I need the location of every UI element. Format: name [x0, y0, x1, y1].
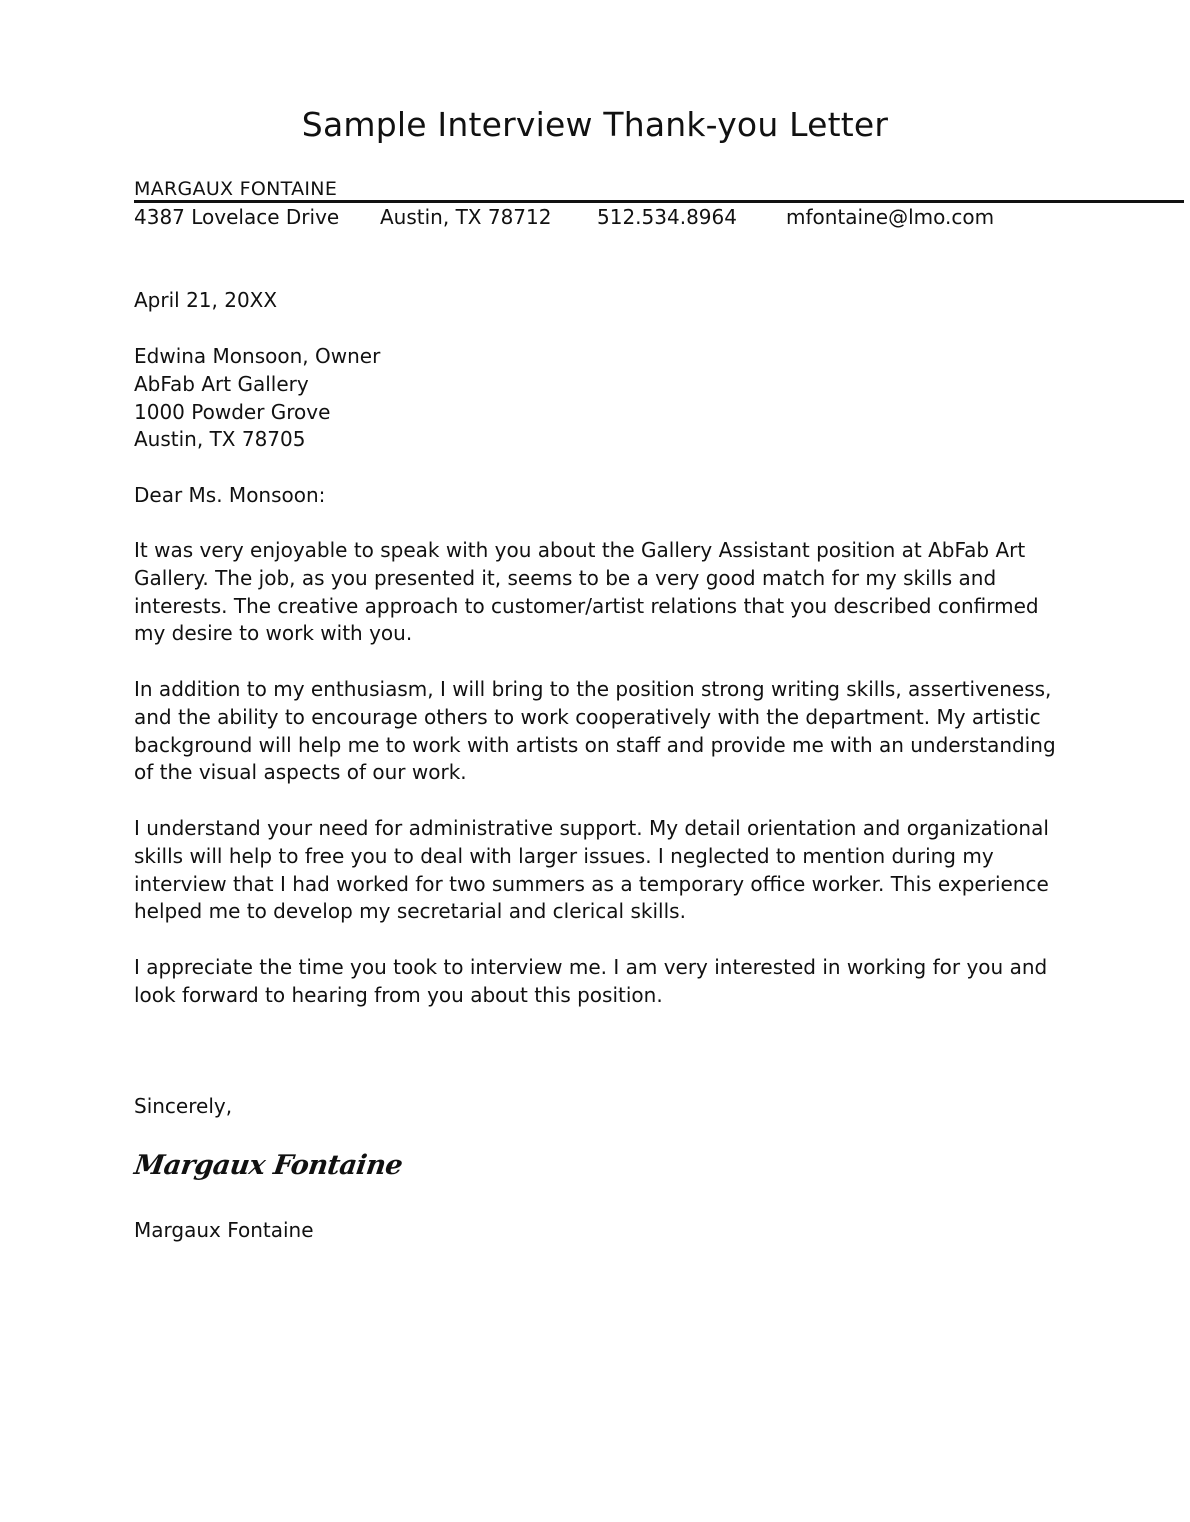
- printed-name: Margaux Fontaine: [134, 1218, 314, 1242]
- signature: Margaux Fontaine: [132, 1150, 405, 1181]
- sender-city: Austin, TX 78712: [380, 205, 552, 229]
- paragraph-line: and the ability to encourage others to work cooperatively with the department. My artistic: [134, 704, 1041, 729]
- recipient-name: Edwina Monsoon, Owner: [134, 344, 381, 368]
- closing: Sincerely,: [134, 1094, 233, 1118]
- paragraph-line: skills will help to free you to deal with larger issues. I neglected to mention during my: [134, 843, 994, 868]
- sender-phone: 512.534.8964: [597, 205, 737, 229]
- paragraph-line: interview that I had worked for two summers as a temporary office worker. This experience: [134, 871, 1049, 896]
- sender-name: MARGAUX FONTAINE: [134, 178, 338, 200]
- recipient-city: Austin, TX 78705: [134, 427, 306, 452]
- paragraph-line: of the visual aspects of our work.: [134, 760, 467, 785]
- page-title: Sample Interview Thank-you Letter: [301, 105, 889, 144]
- paragraph-1: [134, 537, 1039, 648]
- sender-email: mfontaine@lmo.com: [786, 205, 995, 229]
- paragraph-3: [134, 815, 1049, 926]
- paragraph-line: my desire to work with you.: [134, 621, 413, 646]
- salutation: Dear Ms. Monsoon:: [134, 483, 326, 507]
- paragraph-4: [134, 954, 1047, 1010]
- paragraph-2: [134, 676, 1056, 787]
- paragraph-line: background will help me to work with artists on staff and provide me with an understanding: [134, 732, 1056, 757]
- paragraph-line: In addition to my enthusiasm, I will bring to the position strong writing skills, assertiveness,: [134, 677, 1052, 701]
- recipient-street: 1000 Powder Grove: [134, 399, 331, 424]
- paragraph-line: It was very enjoyable to speak with you about the Gallery Assistant position at AbFab Art: [134, 538, 1026, 562]
- recipient-company: AbFab Art Gallery: [134, 371, 309, 396]
- paragraph-line: helped me to develop my secretarial and clerical skills.: [134, 899, 686, 924]
- paragraph-line: look forward to hearing from you about this position.: [134, 982, 663, 1007]
- recipient-address: [134, 343, 380, 454]
- paragraph-line: I appreciate the time you took to interview me. I am very interested in working for you and: [134, 955, 1048, 979]
- letter-date: April 21, 20XX: [134, 288, 278, 312]
- paragraph-line: Gallery. The job, as you presented it, seems to be a very good match for my skills and: [134, 565, 997, 590]
- paragraph-line: interests. The creative approach to customer/artist relations that you described confirmed: [134, 593, 1039, 618]
- sender-street: 4387 Lovelace Drive: [134, 205, 340, 229]
- paragraph-line: I understand your need for administrative support. My detail orientation and organizational: [134, 816, 1049, 840]
